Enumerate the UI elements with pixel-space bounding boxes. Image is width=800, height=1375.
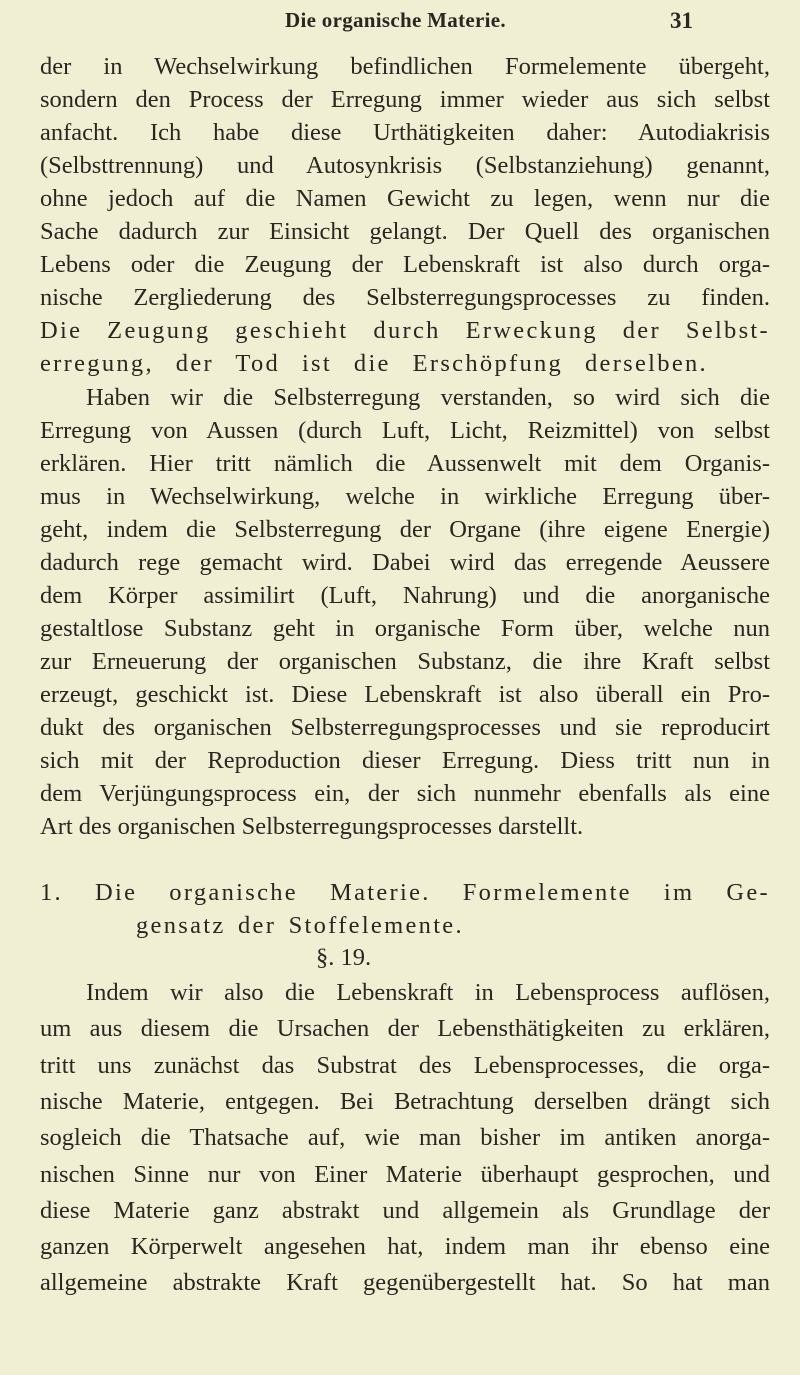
text-line: allgemeine abstrakte Kraft gegenübergestellt hat. So hat man — [40, 1269, 770, 1297]
text-line: zur Erneuerung der organischen Substanz, die ihre Kraft selbst — [40, 647, 770, 675]
text-line: nischen Sinne nur von Einer Materie überhaupt gesprochen, und — [40, 1160, 770, 1188]
text-line: Die Zeugung geschieht durch Erweckung der Selbst- — [40, 317, 770, 345]
section-heading: 1. Die organische Materie. Formelemente im Ge- — [40, 879, 770, 906]
text-line: erregung, der Tod ist die Erschöpfung derselben. — [40, 350, 708, 378]
text-line: Erregung von Aussen (durch Luft, Licht, Reizmittel) von selbst — [40, 416, 770, 444]
text-line: erzeugt, geschickt ist. Diese Lebenskraft ist also überall ein Pro- — [40, 680, 770, 708]
section-number: §. 19. — [316, 944, 372, 971]
text-line: dukt des organischen Selbsterregungsprocesses und sie reproducirt — [40, 714, 770, 741]
text-line: nische Zergliederung des Selbsterregungsprocesses zu finden. — [40, 284, 770, 312]
text-line: dem Verjüngungsprocess ein, der sich nunmehr ebenfalls als eine — [40, 780, 770, 808]
page-number: 31 — [670, 8, 693, 33]
text-line: ganzen Körperwelt angesehen hat, indem man ihr ebenso eine — [40, 1233, 770, 1261]
text-line: ohne jedoch auf die Namen Gewicht zu legen, wenn nur die — [40, 185, 770, 213]
text-line: gestaltlose Substanz geht in organische Form über, welche nun — [40, 614, 770, 642]
text-line: sondern den Process der Erregung immer wieder aus sich selbst — [40, 86, 770, 114]
section-heading: gensatz der Stoffelemente. — [136, 912, 464, 939]
text-line: Sache dadurch zur Einsicht gelangt. Der Quell des organischen — [40, 218, 770, 246]
text-line: sogleich die Thatsache auf, wie man bisher im antiken anorga- — [40, 1124, 770, 1152]
text-line: erklären. Hier tritt nämlich die Aussenwelt mit dem Organis- — [40, 449, 770, 477]
text-line: dadurch rege gemacht wird. Dabei wird das erregende Aeussere — [40, 548, 770, 576]
text-line: (Selbsttrennung) und Autosynkrisis (Selbstanziehung) genannt, — [40, 152, 770, 180]
text-line: dem Körper assimilirt (Luft, Nahrung) und die anorganische — [40, 581, 770, 609]
text-line: Art des organischen Selbsterregungsprocesses darstellt. — [40, 813, 584, 841]
text-line: geht, indem die Selbsterregung der Organe (ihre eigene Energie) — [40, 515, 770, 543]
text-line: diese Materie ganz abstrakt und allgemein als Grundlage der — [40, 1196, 770, 1224]
text-line: der in Wechselwirkung befindlichen Formelemente übergeht, — [40, 53, 770, 80]
text-line: Indem wir also die Lebenskraft in Lebensprocess auflösen, — [86, 979, 770, 1006]
text-line: nische Materie, entgegen. Bei Betrachtung derselben drängt sich — [40, 1087, 770, 1115]
text-line: Haben wir die Selbsterregung verstanden, so wird sich die — [86, 383, 770, 411]
text-line: anfacht. Ich habe diese Urthätigkeiten daher: Autodiakrisis — [40, 119, 770, 147]
text-line: mus in Wechselwirkung, welche in wirkliche Erregung über- — [40, 482, 770, 510]
text-line: sich mit der Reproduction dieser Erregung. Diess tritt nun in — [40, 747, 770, 775]
running-title: Die organische Materie. — [285, 8, 506, 32]
text-line: tritt uns zunächst das Substrat des Lebensprocesses, die orga- — [40, 1051, 770, 1079]
text-line: um aus diesem die Ursachen der Lebensthätigkeiten zu erklären, — [40, 1015, 770, 1043]
text-line: Lebens oder die Zeugung der Lebenskraft ist also durch orga- — [40, 251, 770, 279]
